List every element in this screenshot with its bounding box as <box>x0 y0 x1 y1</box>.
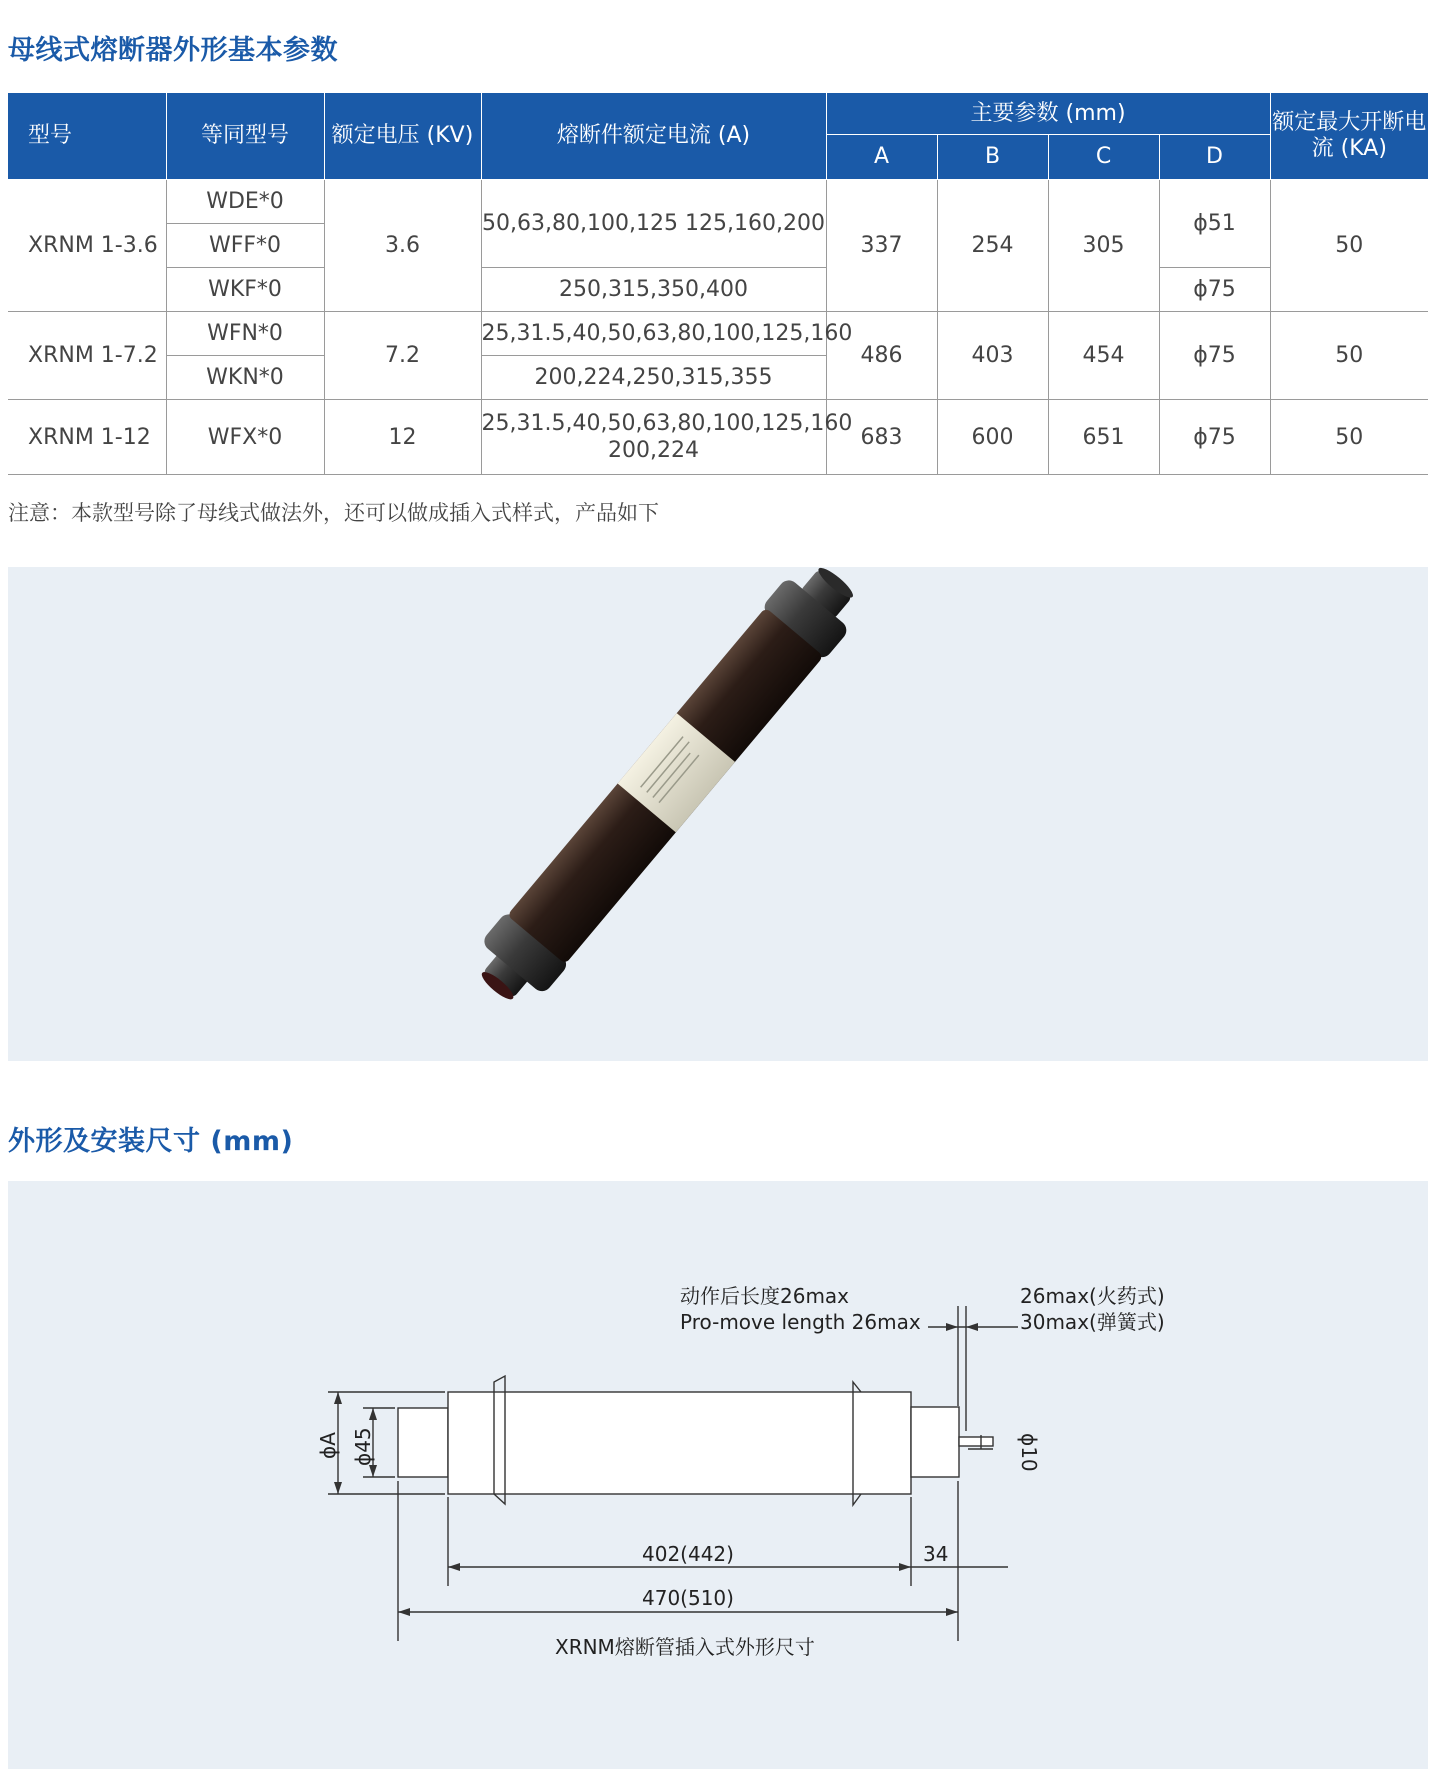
cell-model: XRNM 1-3.6 <box>8 180 166 312</box>
label-move-cn: 动作后长度26max <box>680 1284 850 1308</box>
label-max-powder: 26max(火药式) <box>1020 1284 1165 1308</box>
header-d: D <box>1159 135 1270 180</box>
cell-current: 250,315,350,400 <box>481 268 826 312</box>
cell-equivalent: WFX*0 <box>166 400 324 475</box>
cell-voltage: 7.2 <box>324 312 481 400</box>
section-title-parameters: 母线式熔断器外形基本参数 <box>8 35 338 66</box>
cell-b: 600 <box>937 400 1048 475</box>
cell-current: 200,224,250,315,355 <box>481 356 826 400</box>
product-photo-panel <box>8 567 1428 1061</box>
cell-d: ϕ51 <box>1159 180 1270 268</box>
fuse-product-image <box>8 567 1428 1061</box>
table-row <box>8 180 1428 224</box>
dimension-drawing <box>8 1181 1428 1769</box>
cell-a: 683 <box>826 400 937 475</box>
table-row <box>8 268 1428 312</box>
cell-equivalent: WFF*0 <box>166 224 324 268</box>
header-main-params: 主要参数 (mm) <box>826 93 1270 135</box>
table-row <box>8 312 1428 356</box>
header-model: 型号 <box>8 93 166 180</box>
cell-d: ϕ75 <box>1159 268 1270 312</box>
cell-equivalent: WFN*0 <box>166 312 324 356</box>
note-text: 注意：本款型号除了母线式做法外，还可以做成插入式样式，产品如下 <box>8 501 659 525</box>
cell-c: 305 <box>1048 180 1159 312</box>
cell-d: ϕ75 <box>1159 400 1270 475</box>
cell-current: 25,31.5,40,50,63,80,100,125,160 200,224 <box>481 400 826 475</box>
cell-current: 50,63,80,100,125 125,160,200 <box>481 180 826 268</box>
dim-phi-45: ϕ45 <box>351 1427 375 1466</box>
cell-breaking: 50 <box>1270 312 1428 400</box>
header-current: 熔断件额定电流 (A) <box>481 93 826 180</box>
dimension-drawing-panel <box>8 1181 1428 1769</box>
cell-b: 403 <box>937 312 1048 400</box>
header-equivalent: 等同型号 <box>166 93 324 180</box>
header-a: A <box>826 135 937 180</box>
cell-model: XRNM 1-12 <box>8 400 166 475</box>
cell-breaking: 50 <box>1270 400 1428 475</box>
dim-phi-10: ϕ10 <box>1017 1433 1041 1472</box>
spec-table <box>8 92 1428 475</box>
cell-a: 337 <box>826 180 937 312</box>
cell-equivalent: WKF*0 <box>166 268 324 312</box>
cell-breaking: 50 <box>1270 180 1428 312</box>
section-title-dimensions: 外形及安装尺寸 (mm) <box>8 1126 294 1157</box>
cell-equivalent: WDE*0 <box>166 180 324 224</box>
header-b: B <box>937 135 1048 180</box>
dim-470: 470(510) <box>642 1586 734 1610</box>
header-breaking: 额定最大开断电流 (KA) <box>1270 93 1428 180</box>
cell-c: 454 <box>1048 312 1159 400</box>
header-c: C <box>1048 135 1159 180</box>
cell-voltage: 3.6 <box>324 180 481 312</box>
cell-current: 25,31.5,40,50,63,80,100,125,160 <box>481 312 826 356</box>
label-move-en: Pro-move length 26max <box>680 1310 921 1334</box>
cell-b: 254 <box>937 180 1048 312</box>
label-max-spring: 30max(弹簧式) <box>1020 1310 1165 1334</box>
table-row <box>8 400 1428 475</box>
dim-402: 402(442) <box>642 1542 734 1566</box>
dim-phi-a: ϕA <box>316 1432 340 1459</box>
header-voltage: 额定电压 (KV) <box>324 93 481 180</box>
cell-equivalent: WKN*0 <box>166 356 324 400</box>
cell-voltage: 12 <box>324 400 481 475</box>
cell-d: ϕ75 <box>1159 312 1270 400</box>
dim-34: 34 <box>923 1542 949 1566</box>
cell-model: XRNM 1-7.2 <box>8 312 166 400</box>
drawing-caption: XRNM熔断管插入式外形尺寸 <box>555 1635 815 1659</box>
cell-c: 651 <box>1048 400 1159 475</box>
cell-a: 486 <box>826 312 937 400</box>
